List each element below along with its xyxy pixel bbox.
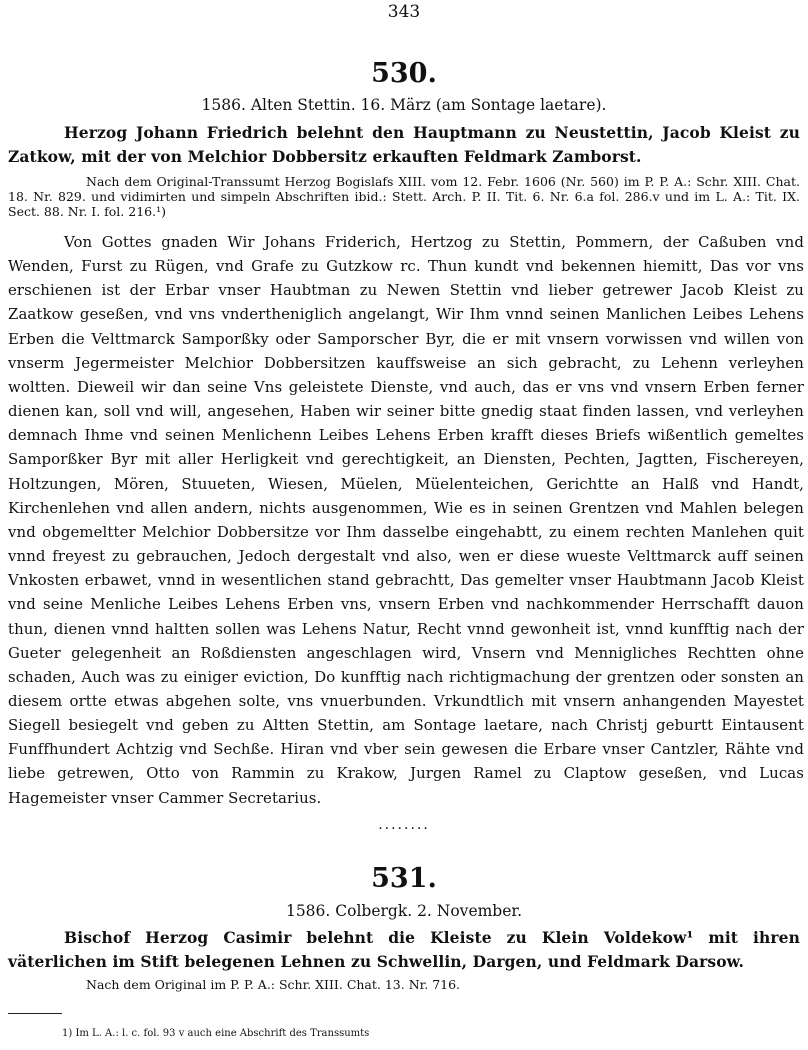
document-number: 530. bbox=[371, 58, 437, 89]
document-summary: Bischof Herzog Casimir belehnt die Kleiste zu Klein Voldekow¹ mit ihren väterlichen im Stift belegenen Lehnen zu Schwellin, Dargen, und Feldmark Darsow. bbox=[8, 928, 800, 971]
document-body-text: Von Gottes gnaden Wir Johans Friderich, Hertzog zu Stettin, Pommern, der Caßuben vnd Wenden, Furst zu Rügen, vnd Grafe zu Gutzkow rc. Thun kundt vnd bekennen hiemitt, Das vor vns erschienen ist der Erbar vnser Haubtman zu Newen Stettin vnd lieber getrewer Jacob Kleist zu Zaatkow geseßen, vnd vns vndertheniglich angelangt, Wir Ihm vnnd seinen Manlichen Leibes Lehens Erben die Velttmarck Samporßky oder Samporscher Byr, die er mit vnsern vorwissen vnd willen von vnserm Jegermeister Melchior Dobbersitzen kauffsweise an sich gebracht, zu Lehenn verleyhen woltten. Dieweil wir dan seine Vns geleistete Dienste, vnd auch, das er vns vnd vnsern Erben ferner dienen kan, soll vnd will, angesehen, Haben wir seiner bitte gnedig staat finden lassen, vnd verleyhen demnach Ihme vnd seinen Menlichenn Leibes Lehens Erben krafft dieses Briefs wißentlich gemeltes Samporßker Byr mit aller Herligkeit vnd gerechtigkeit, an Diensten, Pechten, Jagtten, Fischereyen, Holtzungen, Mören, Stuueten, Wiesen, Müelen, Müelenteichen, Gerichtte an Halß vnd Handt, Kirchenlehen vnd allen andern, nichts ausgenommen, Wie es in seinen Grentzen vnd Mahlen belegen vnd obgemeltter Melchior Dobbersitze vor Ihm dasselbe eingehabtt, zu einem rechten Manlehen quit vnnd freyest zu gebrauchen, Jedoch dergestalt vnd also, wen er diese wueste Velttmarck auff seinen Vnkosten erbawet, vnnd in wesentlichen stand gebrachtt, Das gemelter vnser Haubtmann Jacob Kleist vnd seine Menliche Leibes Lehens Erben vns, vnsern Erben vnd nachkommender Herrschafft dauon thun, dienen vnnd haltten sollen was Lehens Natur, Recht vnnd gewonheit ist, vnnd kunfftig nach der Gueter gelegenheit an Roßdiensten angeschlagen wird, Vnsern vnd Mennigliches Rechtten ohne schaden, Auch was zu einiger eviction, Do kunfftig nach richtigmachung der grentzen oder sonsten an diesem ortte etwas abgehen solte, vns vnuerbunden. Vrkundtlich mit vnsern anhangenden Mayestet Siegell besiegelt vnd geben zu Altten Stettin, am Sontage laetare, nach Christj geburtt Eintausent Funffhundert Achtzig vnd Sechße. Hiran vnd vber sein gewesen die Erbare vnser Cantzler, Rähte vnd liebe getrewen, Otto von Rammin zu Krakow, Jurgen Ramel zu Claptow geseßen, vnd Lucas Hagemeister vnser Cammer Secretarius. bbox=[8, 233, 804, 807]
section-separator: ........ bbox=[378, 817, 430, 833]
source-note: Nach dem Original im P. P. A.: Schr. XIII. Chat. 13. Nr. 716. bbox=[86, 977, 461, 992]
document-summary: Herzog Johann Friedrich belehnt den Hauptmann zu Neustettin, Jacob Kleist zu Zatkow, mit der von Melchior Dobbersitz erkauften Feldmark Zamborst. bbox=[8, 123, 800, 166]
document-dateline: 1586. Colbergk. 2. November. bbox=[285, 902, 523, 920]
footnote: 1) Im L. A.: l. c. fol. 93 v auch eine Abschrift des Transsumts bbox=[62, 1028, 370, 1039]
page-number: 343 bbox=[387, 2, 421, 22]
footnote-rule bbox=[8, 1013, 62, 1014]
document-dateline: 1586. Alten Stettin. 16. März (am Sontage laetare). bbox=[201, 96, 607, 114]
source-note: Nach dem Original-Transsumt Herzog Bogislafs XIII. vom 12. Febr. 1606 (Nr. 560) im P. P. A.: Schr. XIII. Chat. 18. Nr. 829. und vidimirten und simpeln Abschriften ibid.: Stett. Arch. P. II. Tit. 6. Nr. 6.a fol. 286.v und im L. A.: Tit. IX. Sect. 88. Nr. I. fol. 216.¹) bbox=[8, 174, 800, 219]
document-number: 531. bbox=[371, 863, 437, 894]
